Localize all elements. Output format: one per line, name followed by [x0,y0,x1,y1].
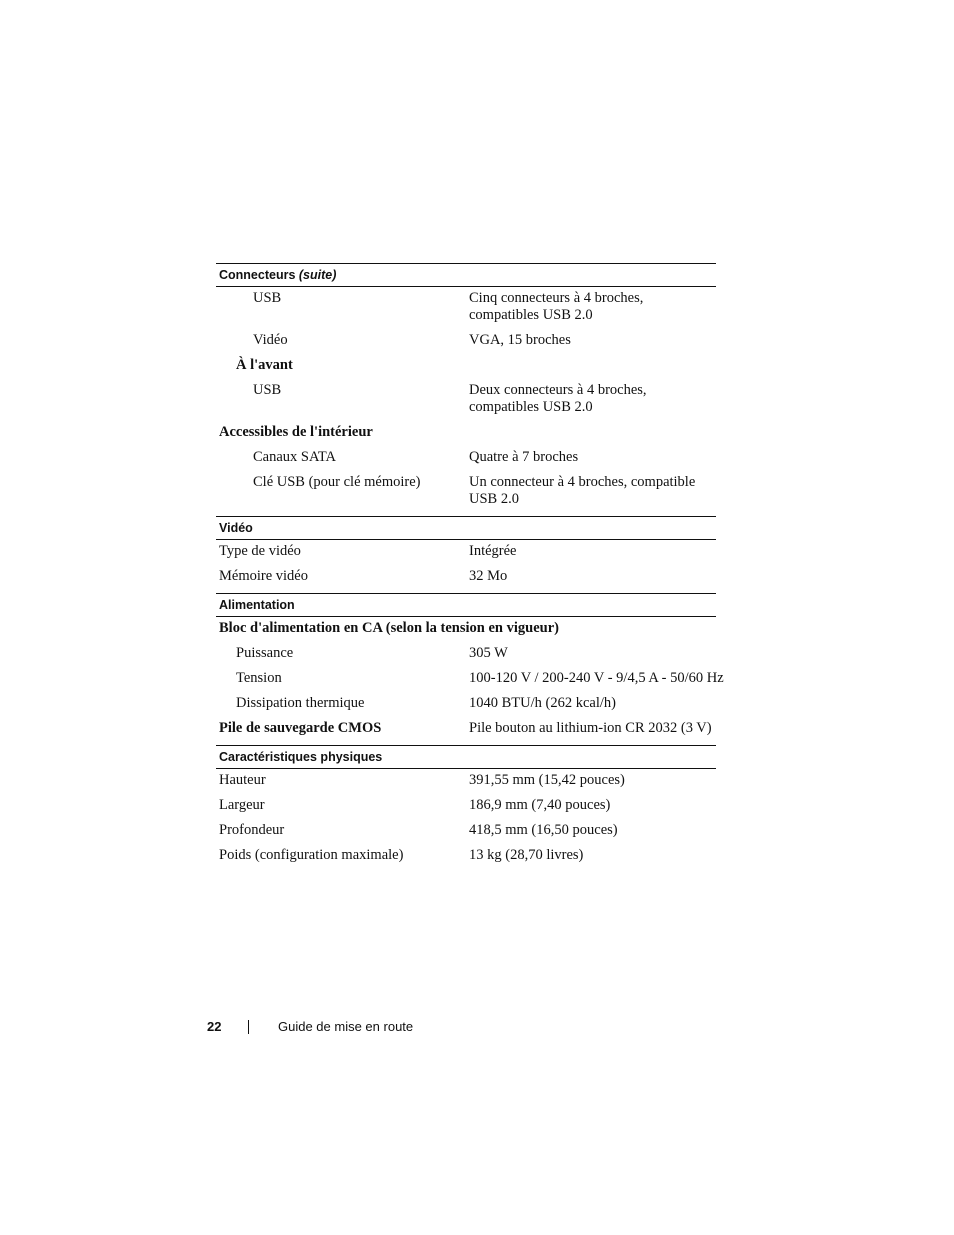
section-header-physiques [216,745,716,769]
spec-label: Bloc d'alimentation en CA (selon la tension en vigueur) [219,620,559,636]
spec-row [216,797,716,814]
spec-value: Cinq connecteurs à 4 broches, compatibles USB 2.0 [469,290,644,323]
spec-label: USB [253,382,282,398]
spec-value: Un connecteur à 4 broches, compatible USB 2.0 [469,474,696,507]
spec-label: Dissipation thermique [236,695,365,711]
spec-value: 1040 BTU/h (262 kcal/h) [469,695,616,711]
spec-value: Pile bouton au lithium-ion CR 2032 (3 V) [469,720,712,736]
spec-value: 32 Mo [469,568,508,584]
spec-value: 391,55 mm (15,42 pouces) [469,772,625,788]
spec-value: Quatre à 7 broches [469,449,579,465]
spec-label: Clé USB (pour clé mémoire) [253,474,421,490]
section-title-suffix: (suite) [298,268,337,282]
spec-table [216,263,724,872]
spec-row [216,474,716,508]
spec-label: Profondeur [219,822,285,838]
spec-row [216,772,716,789]
section-header-video [216,516,716,540]
spec-value: 100-120 V / 200-240 V - 9/4,5 A - 50/60 Hz [469,670,724,686]
spec-label: Hauteur [219,772,266,788]
spec-value: 13 kg (28,70 livres) [469,847,584,863]
section-body-physiques [216,769,716,872]
spec-row [216,332,716,349]
spec-label: Pile de sauvegarde CMOS [219,720,382,736]
spec-row [216,645,716,662]
spec-label: Vidéo [253,332,288,348]
section-title: Caractéristiques physiques [219,750,383,764]
spec-row [216,720,716,737]
spec-label: USB [253,290,282,306]
spec-value [469,357,716,374]
spec-label: Puissance [236,645,294,661]
spec-value: Intégrée [469,543,517,559]
section-title: Vidéo [219,521,253,535]
spec-row [216,382,716,416]
spec-row [216,670,724,687]
section-header-alimentation [216,593,716,617]
section-title: Alimentation [219,598,295,612]
spec-label: Mémoire vidéo [219,568,308,584]
spec-label: Canaux SATA [253,449,337,465]
spec-row [216,290,716,324]
spec-subheading [216,424,716,441]
page-number: 22 [207,1019,222,1034]
section-body-alimentation [216,617,724,745]
spec-row [216,847,716,864]
spec-row [216,822,716,839]
spec-value: 418,5 mm (16,50 pouces) [469,822,618,838]
spec-label: À l'avant [236,357,293,373]
footer-title: Guide de mise en route [278,1019,414,1034]
spec-row [216,695,716,712]
spec-subheading [216,620,716,637]
spec-label: Largeur [219,797,265,813]
spec-value: 186,9 mm (7,40 pouces) [469,797,611,813]
spec-value [469,424,716,441]
spec-subheading [216,357,716,374]
section-body-connecteurs [216,287,716,516]
spec-label: Tension [236,670,282,686]
spec-value: VGA, 15 broches [469,332,571,348]
spec-row [216,543,716,560]
spec-label: Accessibles de l'intérieur [219,424,373,440]
spec-value: Deux connecteurs à 4 broches, compatibles USB 2.0 [469,382,647,415]
spec-row [216,568,716,585]
spec-label: Type de vidéo [219,543,301,559]
footer-separator [248,1020,249,1034]
spec-label: Poids (configuration maximale) [219,847,404,863]
spec-value: 305 W [469,645,508,661]
section-header-connecteurs [216,263,716,287]
section-title: Connecteurs [219,268,296,282]
spec-row [216,449,716,466]
section-body-video [216,540,716,593]
